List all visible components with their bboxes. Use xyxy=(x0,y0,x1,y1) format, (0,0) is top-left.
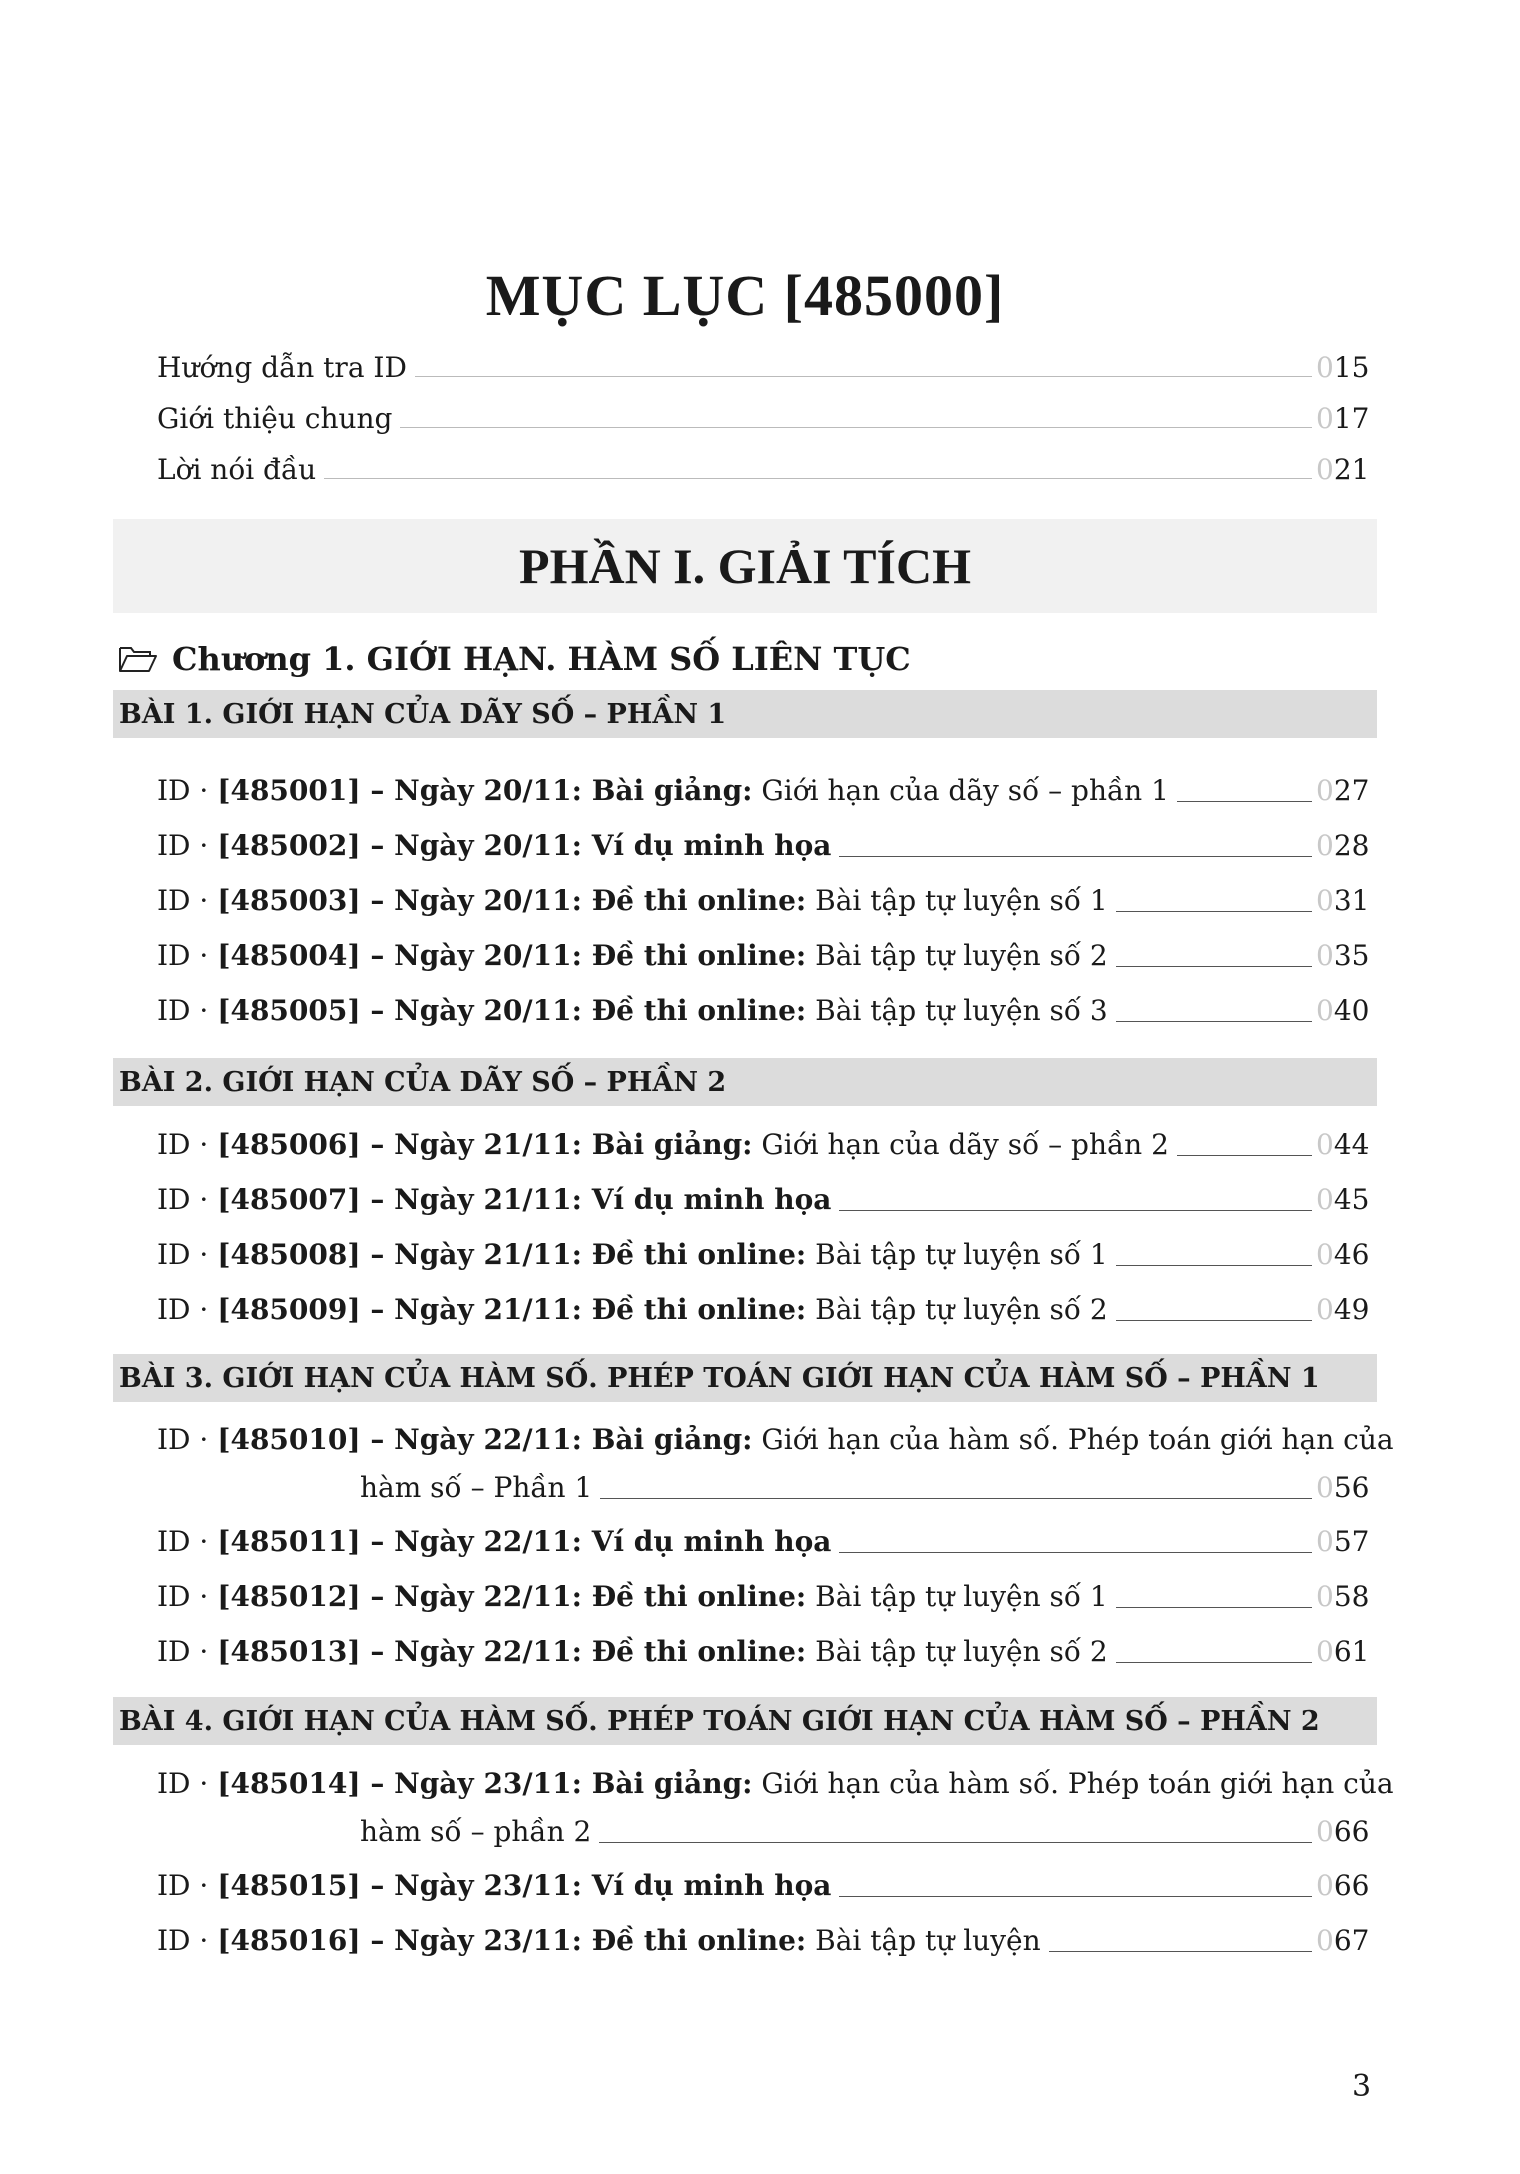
toc-page: 066 xyxy=(1316,1869,1370,1902)
toc-entry[interactable]: ID · [485001] – Ngày 20/11: Bài giảng: Giới hạn của dãy số – phần 1 027 xyxy=(157,774,1370,807)
toc-page: 056 xyxy=(1316,1471,1370,1504)
dot-leader xyxy=(600,1497,1312,1499)
toc-page: 015 xyxy=(1316,351,1370,384)
toc-label: Lời nói đầu xyxy=(157,453,317,486)
toc-entry[interactable]: ID · [485014] – Ngày 23/11: Bài giảng: Giới hạn của hàm số. Phép toán giới hạn của xyxy=(157,1767,1394,1800)
toc-front-row[interactable] xyxy=(157,452,1370,488)
toc-entry[interactable]: ID · [485004] – Ngày 20/11: Đề thi online: Bài tập tự luyện số 2 035 xyxy=(157,939,1370,972)
toc-entry[interactable]: ID · [485003] – Ngày 20/11: Đề thi online: Bài tập tự luyện số 1 031 xyxy=(157,884,1370,917)
dot-leader xyxy=(1116,1020,1312,1022)
toc-entry[interactable]: ID · [485015] – Ngày 23/11: Ví dụ minh họa 066 xyxy=(157,1869,1370,1902)
dot-leader xyxy=(839,1209,1312,1211)
toc-entry[interactable]: ID · [485012] – Ngày 22/11: Đề thi online: Bài tập tự luyện số 1 058 xyxy=(157,1580,1370,1613)
dot-leader xyxy=(415,375,1312,377)
toc-page: 045 xyxy=(1316,1183,1370,1216)
toc-entry[interactable]: ID · [485002] – Ngày 20/11: Ví dụ minh họa 028 xyxy=(157,829,1370,862)
lesson-header[interactable]: BÀI 2. GIỚI HẠN CỦA DÃY SỐ – PHẦN 2 xyxy=(113,1058,1377,1106)
chapter-title: Chương 1. GIỚI HẠN. HÀM SỐ LIÊN TỤC xyxy=(172,640,911,678)
toc-page: 066 xyxy=(1316,1815,1370,1848)
toc-entry[interactable]: ID · [485009] – Ngày 21/11: Đề thi online: Bài tập tự luyện số 2 049 xyxy=(157,1293,1370,1326)
toc-page: 061 xyxy=(1316,1635,1370,1668)
toc-page: 017 xyxy=(1316,402,1370,435)
toc-entry-continuation[interactable]: hàm số – phần 2 066 xyxy=(360,1815,1370,1848)
toc-page: 046 xyxy=(1316,1238,1370,1271)
toc-entry[interactable]: ID · [485010] – Ngày 22/11: Bài giảng: Giới hạn của hàm số. Phép toán giới hạn của xyxy=(157,1423,1394,1456)
toc-entry[interactable]: ID · [485006] – Ngày 21/11: Bài giảng: Giới hạn của dãy số – phần 2 044 xyxy=(157,1128,1370,1161)
toc-entry[interactable]: ID · [485016] – Ngày 23/11: Đề thi online: Bài tập tự luyện 067 xyxy=(157,1924,1370,1957)
part-header xyxy=(113,519,1377,613)
dot-leader xyxy=(1116,965,1312,967)
dot-leader xyxy=(324,477,1312,479)
dot-leader xyxy=(1116,1264,1312,1266)
toc-entry[interactable]: ID · [485008] – Ngày 21/11: Đề thi online: Bài tập tự luyện số 1 046 xyxy=(157,1238,1370,1271)
dot-leader xyxy=(1177,1154,1312,1156)
dot-leader xyxy=(599,1841,1312,1843)
dot-leader xyxy=(839,1895,1312,1897)
toc-entry[interactable]: ID · [485007] – Ngày 21/11: Ví dụ minh họa 045 xyxy=(157,1183,1370,1216)
page-number: 3 xyxy=(1352,2069,1372,2104)
dot-leader xyxy=(1116,1319,1312,1321)
toc-entry[interactable]: ID · [485011] – Ngày 22/11: Ví dụ minh họa 057 xyxy=(157,1525,1370,1558)
page-title: MỤC LỤC [485000] xyxy=(485,263,1005,328)
toc-page: 057 xyxy=(1316,1525,1370,1558)
chapter-heading[interactable] xyxy=(118,636,911,682)
toc-page: 044 xyxy=(1316,1128,1370,1161)
toc-label: Hướng dẫn tra ID xyxy=(157,351,407,384)
dot-leader xyxy=(1116,1606,1312,1608)
folder-open-icon xyxy=(118,644,158,674)
toc-page: 021 xyxy=(1316,453,1370,486)
toc-entry[interactable]: ID · [485005] – Ngày 20/11: Đề thi online: Bài tập tự luyện số 3 040 xyxy=(157,994,1370,1027)
toc-label: Giới thiệu chung xyxy=(157,402,393,435)
part-title: PHẦN I. GIẢI TÍCH xyxy=(519,538,971,594)
dot-leader xyxy=(839,855,1312,857)
dot-leader xyxy=(400,426,1312,428)
toc-page: 058 xyxy=(1316,1580,1370,1613)
dot-leader xyxy=(1116,910,1312,912)
toc-page: 027 xyxy=(1316,774,1370,807)
toc-page: 040 xyxy=(1316,994,1370,1027)
toc-entry[interactable]: ID · [485013] – Ngày 22/11: Đề thi online: Bài tập tự luyện số 2 061 xyxy=(157,1635,1370,1668)
toc-page: 067 xyxy=(1316,1924,1370,1957)
toc-entry-continuation[interactable]: hàm số – Phần 1 056 xyxy=(360,1471,1370,1504)
dot-leader xyxy=(1049,1950,1312,1952)
toc-page: 028 xyxy=(1316,829,1370,862)
dot-leader xyxy=(1177,800,1312,802)
toc-page: 049 xyxy=(1316,1293,1370,1326)
toc-front-row[interactable] xyxy=(157,350,1370,386)
dot-leader xyxy=(839,1551,1312,1553)
toc-front-row[interactable] xyxy=(157,401,1370,437)
dot-leader xyxy=(1116,1661,1312,1663)
toc-page: 031 xyxy=(1316,884,1370,917)
lesson-header[interactable]: BÀI 1. GIỚI HẠN CỦA DÃY SỐ – PHẦN 1 xyxy=(113,690,1377,738)
lesson-header[interactable]: BÀI 4. GIỚI HẠN CỦA HÀM SỐ. PHÉP TOÁN GIỚI HẠN CỦA HÀM SỐ – PHẦN 2 xyxy=(113,1697,1377,1745)
lesson-header[interactable]: BÀI 3. GIỚI HẠN CỦA HÀM SỐ. PHÉP TOÁN GIỚI HẠN CỦA HÀM SỐ – PHẦN 1 xyxy=(113,1354,1377,1402)
toc-page: 035 xyxy=(1316,939,1370,972)
